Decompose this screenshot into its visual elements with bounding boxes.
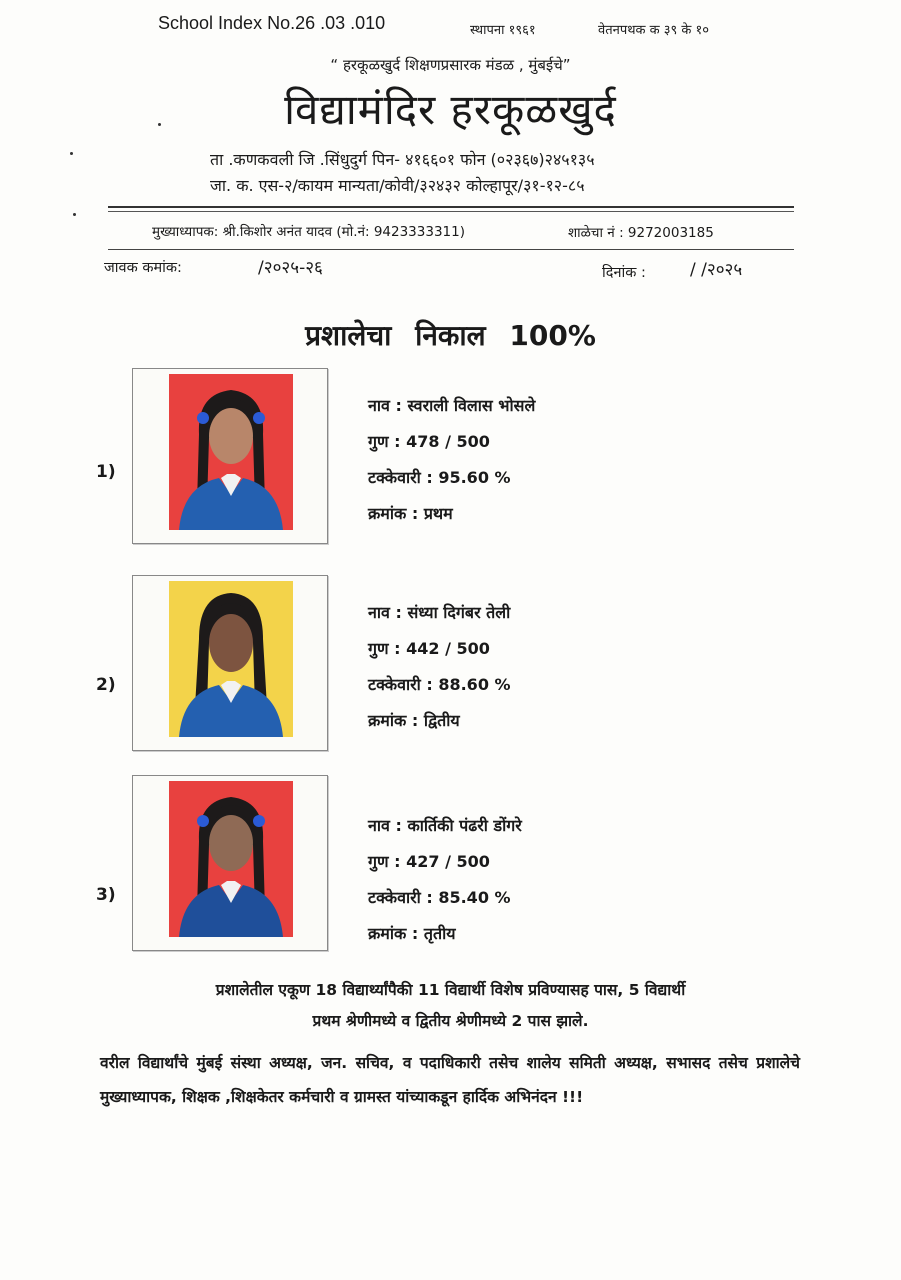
date-value: / /२०२५: [690, 260, 743, 280]
congratulations-message: वरील विद्यार्थांचे मुंबई संस्था अध्यक्ष, जन. सचिव, व पदाधिकारी तसेच शालेय समिती अध्यक्ष, सभासद तसेच प्रशालेचे मुख्याध्यापक, शिक्षक ,शिक्षकेतर कर्मचारी व ग्रामस्त यांच्याकडून हार्दिक अभिनंदन !!!: [100, 1054, 800, 1106]
student-details: [368, 595, 511, 739]
speck: [70, 152, 73, 155]
established-year: स्थापना १९६१: [470, 23, 536, 38]
info-divider: [108, 249, 794, 250]
summary-line-1: प्रशालेतील एकूण 18 विद्यार्थ्यांपैकी 11 विद्यार्थी विशेष प्रविण्यासह पास, 5 विद्यार्थी: [215, 981, 686, 999]
student-photo-frame: [132, 368, 328, 544]
student-rank: क्रमांक : तृतीय: [368, 924, 456, 943]
outward-number-value: /२०२५-२६: [258, 258, 323, 278]
student-photo: [169, 781, 293, 937]
summary-line-2: प्रथम श्रेणीमध्ये व द्वितीय श्रेणीमध्ये 2 पास झाले.: [312, 1012, 589, 1030]
speck: [73, 213, 76, 216]
student-percentage: टक्केवारी : 85.40 %: [368, 888, 511, 907]
address-line-2: जा. क. एस-२/कायम मान्यता/कोवी/३२४३२ कोल्हापूर/३१-१२-८५: [210, 176, 585, 195]
student-marks: गुण : 442 / 500: [368, 639, 490, 658]
header-divider: [108, 206, 794, 208]
address-line-1: ता .कणकवली जि .सिंधुदुर्ग पिन- ४१६६०१ फोन (०२३६७)२४५१३५: [210, 150, 595, 169]
student-photo-image: [169, 581, 293, 737]
student-details: [368, 808, 522, 952]
student-details: [368, 388, 535, 532]
school-index-number: School Index No.26 .03 .010: [158, 13, 386, 33]
header-divider-thin: [108, 211, 794, 212]
student-photo-frame: [132, 575, 328, 751]
school-name: विद्यामंदिर हरकूळखुर्द: [284, 85, 617, 134]
speck: [158, 123, 161, 126]
student-photo-image: [169, 781, 293, 937]
student-percentage: टक्केवारी : 95.60 %: [368, 468, 511, 487]
result-headline: प्रशालेचा निकाल 100%: [305, 319, 596, 352]
student-rank: क्रमांक : द्वितीय: [368, 711, 460, 730]
student-photo-frame: [132, 775, 328, 951]
grant-code: वेतनपथक क ३९ के १०: [598, 23, 710, 38]
student-name: नाव : स्वराली विलास भोसले: [368, 396, 536, 415]
student-rank: क्रमांक : प्रथम: [368, 504, 453, 523]
student-name: नाव : कार्तिकी पंढरी डोंगरे: [368, 816, 522, 835]
headmaster-info: मुख्याध्यापक: श्री.किशोर अनंत यादव (मो.नं: 9423333311): [152, 224, 465, 240]
school-number: शाळेचा नं : 9272003185: [568, 225, 714, 241]
student-serial: 1): [96, 462, 116, 482]
student-name: नाव : संध्या दिगंबर तेली: [368, 603, 511, 622]
student-serial: 2): [96, 675, 116, 695]
date-label: दिनांक :: [602, 265, 646, 281]
student-marks: गुण : 478 / 500: [368, 432, 490, 451]
result-summary: [0, 975, 901, 1037]
student-photo-image: [169, 374, 293, 530]
outward-number-label: जावक कमांक:: [104, 260, 182, 276]
student-percentage: टक्केवारी : 88.60 %: [368, 675, 511, 694]
student-serial: 3): [96, 885, 116, 905]
student-marks: गुण : 427 / 500: [368, 852, 490, 871]
trust-name: “ हरकूळखुर्द शिक्षणप्रसारक मंडळ , मुंबईचे”: [330, 56, 571, 74]
student-photo: [169, 374, 293, 530]
student-photo: [169, 581, 293, 737]
